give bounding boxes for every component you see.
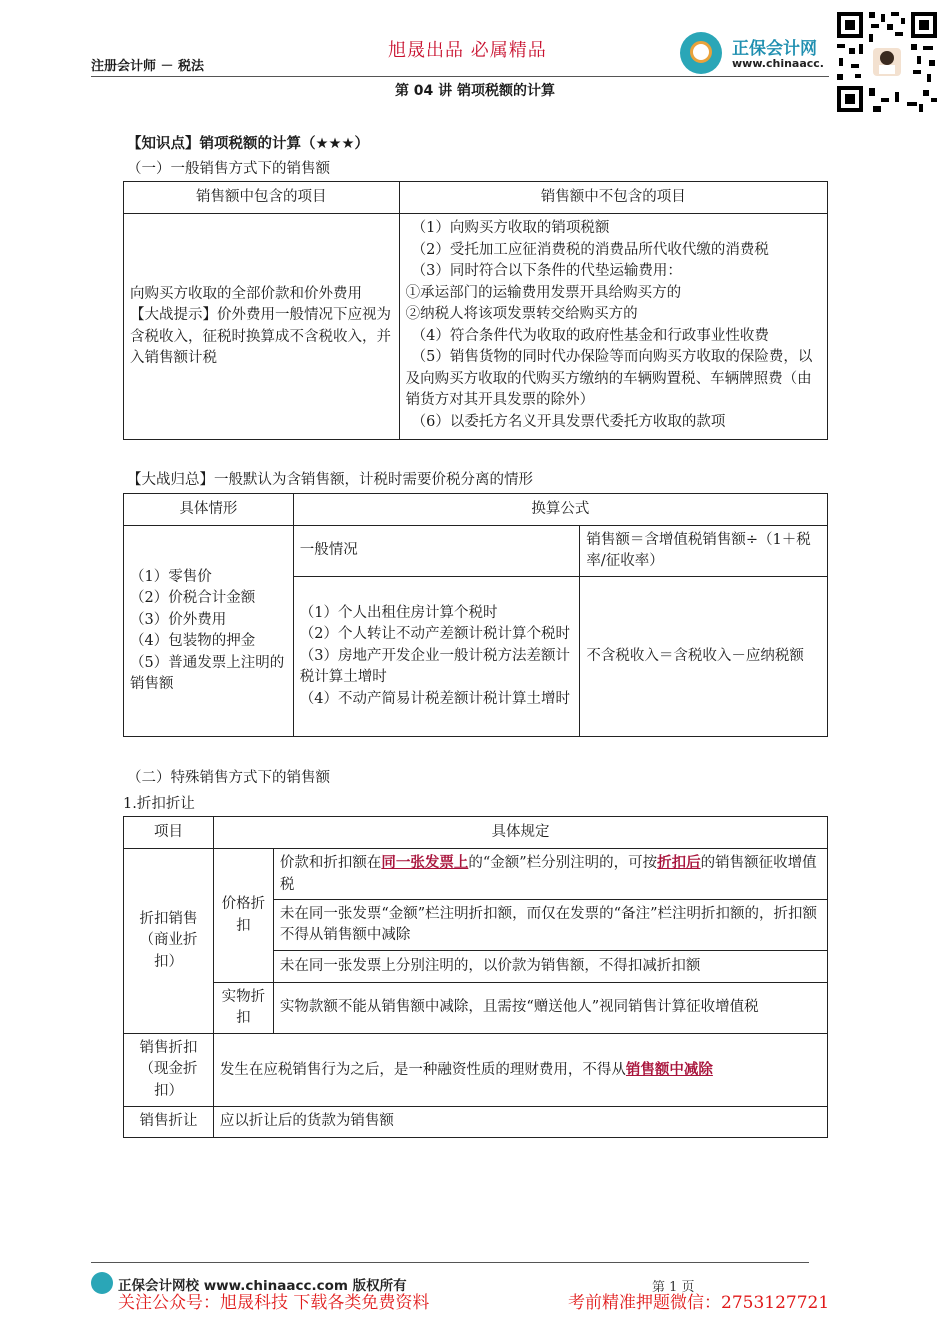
deduct-highlight: 销售额中减除 xyxy=(625,1060,713,1078)
excluded-item: （5）销售货物的同时代办保险等而向购买方收取的保险费，以及向购买方收取的代购买方缴纳的车辆购置税、车辆牌照费（由销货方对其开具发票的除外） xyxy=(405,349,813,408)
special-item: （4）不动产简易计税差额计税计算土增时 xyxy=(299,690,571,707)
rule-1 xyxy=(273,849,827,900)
rule1-part: 价款和折扣额在 xyxy=(279,855,382,871)
col-excluded: 销售额中不包含的项目 xyxy=(399,182,827,214)
situation-item: （4）包装物的押金 xyxy=(130,633,256,649)
page-number: 第 1 页 xyxy=(652,1280,695,1295)
col-formula: 换算公式 xyxy=(293,494,827,526)
logo-name: 正保会计网 xyxy=(732,39,817,59)
discount-table xyxy=(123,816,828,1138)
rule-5 xyxy=(213,1034,827,1107)
logo-icon xyxy=(680,32,722,74)
excluded-item: （2）受托加工应征消费税的消费品所代收代缴的消费税 xyxy=(411,241,769,258)
special-item: （2）个人转让不动产差额计税计算个税时 xyxy=(299,626,571,643)
col-included: 销售额中包含的项目 xyxy=(124,182,400,214)
general-formula: 销售额＝含增值税销售额÷（1＋税率/征收率） xyxy=(580,526,828,577)
lecture-title: 第 04 讲 销项税额的计算 xyxy=(394,83,556,99)
promo-right: 考前精准押题微信：2753127721 xyxy=(568,1293,830,1313)
excluded-item: （6）以委托方名义开具发票代委托方收取的款项 xyxy=(411,413,726,430)
excluded-item: ②纳税人将该项发票转交给购买方的 xyxy=(405,306,638,322)
excluded-cell xyxy=(399,214,827,440)
situations-cell xyxy=(124,526,294,737)
footer-logo-icon xyxy=(91,1272,113,1294)
brand-logo xyxy=(680,32,840,76)
col-item: 项目 xyxy=(124,817,214,849)
section1-heading: （一）一般销售方式下的销售额 xyxy=(127,161,330,177)
header-subject: 注册会计师 － 税法 xyxy=(91,59,205,74)
included-cell xyxy=(124,214,400,440)
rule-6: 应以折让后的货款为销售额 xyxy=(213,1107,827,1138)
summary-heading: 【大战归总】一般默认为含销售额，计税时需要价税分离的情形 xyxy=(127,472,533,488)
special-formula: 不含税收入＝含税收入－应纳税额 xyxy=(580,577,828,737)
logo-url: www.chinaacc. xyxy=(732,57,824,70)
promo-left: 关注公众号：旭晟科技 下载各类免费资料 xyxy=(118,1293,430,1313)
rule-3: 未在同一张发票上分别注明的，以价款为销售额，不得扣减折扣额 xyxy=(273,951,827,983)
situation-item: （5）普通发票上注明的销售额 xyxy=(130,654,285,692)
footer-divider xyxy=(91,1262,809,1263)
general-label: 一般情况 xyxy=(293,526,580,577)
special-item: （1）个人出租住房计算个税时 xyxy=(299,604,498,621)
col-rule: 具体规定 xyxy=(213,817,827,849)
excluded-item: ①承运部门的运输费用发票开具给购买方的 xyxy=(405,284,682,301)
rule1-part: 的“金额”栏分别注明的，可按 xyxy=(468,855,658,871)
rule5-part: 发生在应税销售行为之后，是一种融资性质的理财费用，不得从 xyxy=(219,1061,626,1078)
col-situation: 具体情形 xyxy=(124,494,294,526)
summary-table xyxy=(123,493,828,737)
same-invoice-highlight: 同一张发票上 xyxy=(381,854,469,871)
goods-discount: 实物折扣 xyxy=(213,983,273,1034)
special-item: （3）房地产开发企业一般计税方法差额计税计算土增时 xyxy=(299,647,571,686)
situation-item: （2）价税合计金额 xyxy=(130,590,256,606)
excluded-item: （3）同时符合以下条件的代垫运输费用： xyxy=(411,263,682,279)
price-discount: 价格折扣 xyxy=(213,849,273,983)
excluded-item: （4）符合条件代为收取的政府性基金和行政事业性收费 xyxy=(411,327,769,344)
section2-sub1: 1.折扣折让 xyxy=(123,796,195,812)
section2-heading: （二）特殊销售方式下的销售额 xyxy=(127,770,330,786)
after-discount-highlight: 折扣后 xyxy=(657,854,701,871)
header-divider xyxy=(91,76,829,77)
situation-item: （3）价外费用 xyxy=(130,611,227,628)
allowance: 销售折让 xyxy=(124,1107,214,1138)
special-cell xyxy=(293,577,580,737)
included-tip: 【大战提示】价外费用一般情况下应视为含税收入，征税时换算成不含税收入，并入销售额计税 xyxy=(130,307,391,366)
knowledge-point-heading: 【知识点】销项税额的计算（★★★） xyxy=(127,136,369,152)
footer-copyright: 正保会计网校 www.chinaacc.com 版权所有 xyxy=(118,1278,407,1294)
trade-discount: 折扣销售（商业折扣） xyxy=(124,849,214,1034)
rule-2: 未在同一张发票“金额”栏注明折扣额，而仅在发票的“备注”栏注明折扣额的，折扣额不得从销售额中减除 xyxy=(273,900,827,951)
sales-amount-table xyxy=(123,181,828,440)
excluded-item: （1）向购买方收取的销项税额 xyxy=(411,220,610,236)
cash-discount: 销售折扣（现金折扣） xyxy=(124,1034,214,1107)
rule-4: 实物款额不能从销售额中减除，且需按“赠送他人”视同销售计算征收增值税 xyxy=(273,983,827,1034)
header-slogan: 旭晟出品 必属精品 xyxy=(388,40,547,61)
situation-item: （1）零售价 xyxy=(130,568,212,585)
included-text: 向购买方收取的全部价款和价外费用 xyxy=(130,285,362,302)
rule1-part: 的销售额征收增值税 xyxy=(279,855,817,893)
